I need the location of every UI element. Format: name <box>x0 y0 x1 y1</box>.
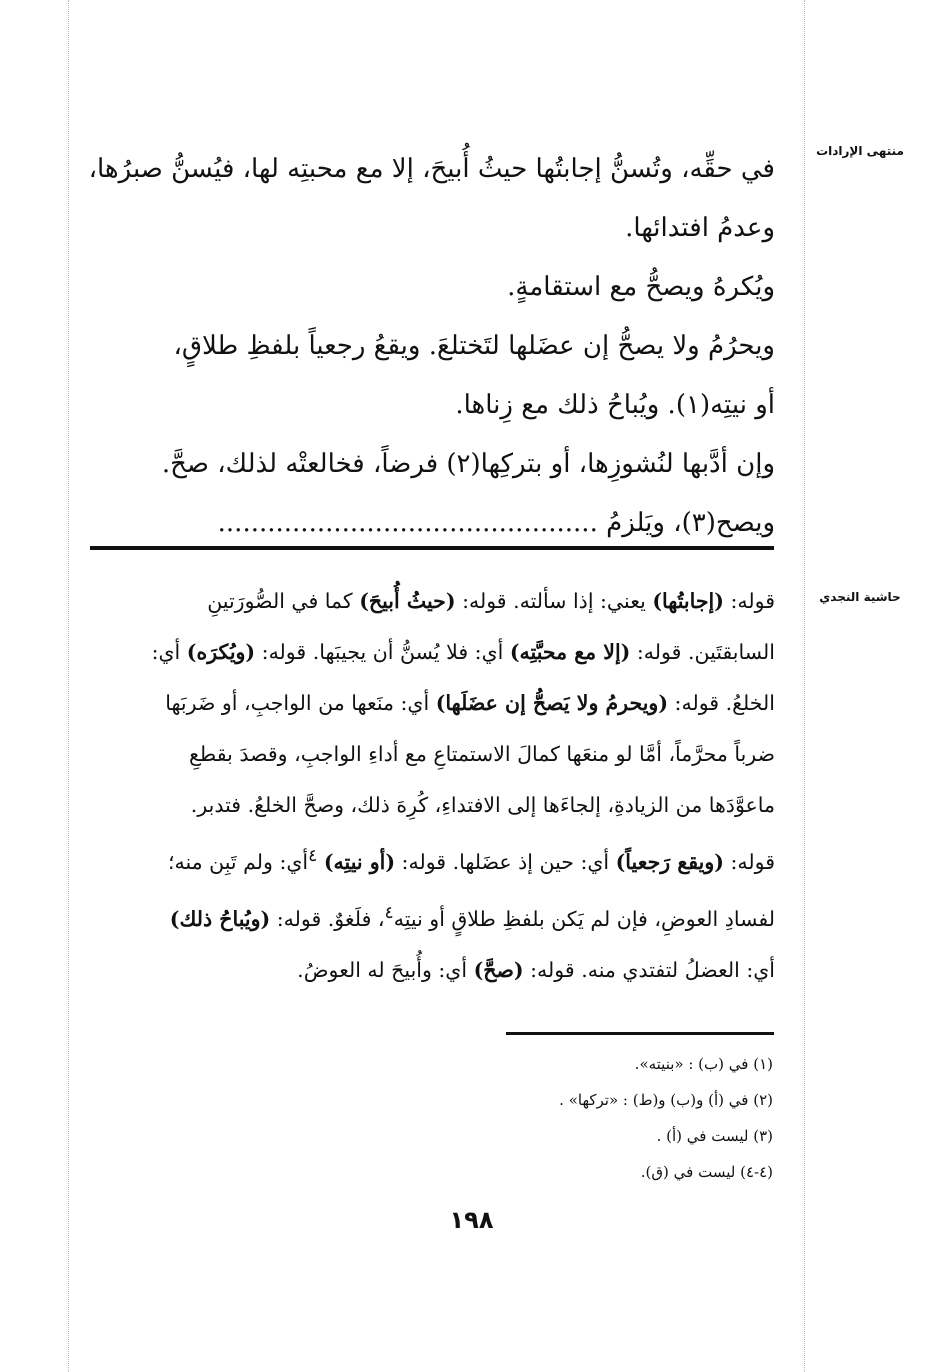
side-label-hashiya: حاشية النجدي <box>819 590 901 604</box>
footnote-divider <box>506 1032 774 1035</box>
hashiya-line: أي: العضلُ لتفتدي منه. قوله: (صحَّ) أي: وأُبيحَ له العوضُ. <box>297 957 775 982</box>
page-number: ١٩٨ <box>449 1206 494 1234</box>
hashiya-line: الخلعُ. قوله: (ويحرمُ ولا يَصحُّ إن عضَلَها) أي: منَعها من الواجبِ، أو ضَربَها <box>165 691 775 715</box>
matn-line: في حقِّه، وتُسنُّ إجابتُها حيثُ أُبيحَ، إلا مع محبتِه لها، فيُسنُّ صبرُها، <box>88 154 775 184</box>
hashiya-line: ماعوَّدَها من الزيادةِ، إلجاءَها إلى الافتداءِ، كُرِهَ ذلك، وصحَّ الخلعُ. فتدبر. <box>190 793 775 817</box>
matn-line: ويُكرهُ ويصحُّ مع استقامةٍ. <box>507 272 775 302</box>
side-label-matn: منتهى الإرادات <box>816 144 904 158</box>
section-divider <box>90 546 774 550</box>
hashiya-line: قوله: (إجابتُها) يعني: إذا سألته. قوله: (حيثُ أُبيحَ) كما في الصُّورَتينِ <box>207 589 775 613</box>
matn-line: وإن أدَّبها لنُشوزِها، أو بتركِها(٢) فرضاً، فخالعتْه لذلك، صحَّ. <box>161 449 775 479</box>
hashiya-line: قوله: (ويقع رَجعياً) أي: حين إذ عضَلها. قوله: (أو نيتِه) $^٤$أي: ولم تَبِن منه؛ <box>167 846 775 874</box>
matn-line: وعدمُ افتدائها. <box>625 213 775 243</box>
footnote: (٣) ليست في (أ) . <box>656 1127 773 1145</box>
margin-guide-left <box>68 0 69 1372</box>
footnote: (٤-٤) ليست في (ق). <box>640 1163 773 1181</box>
footnote: (١) في (ب) : «بنيته». <box>634 1055 773 1073</box>
hashiya-line: السابقتَين. قوله: (إلا مع محبَّتِه) أي: فلا يُسنُّ أن يجيبَها. قوله: (ويُكرَه) أي: <box>151 640 775 664</box>
footnote: (٢) في (أ) و(ب) و(ط) : «تركها» . <box>559 1091 773 1109</box>
hashiya-line: ضرباً محرَّماً، أمَّا لو منعَها كمالَ الاستمتاعِ مع أداءِ الواجبِ، وقصدَ بقطعِ <box>189 742 775 766</box>
matn-line: ويصح(٣)، ويَلزمُ <box>606 508 775 538</box>
matn-text <box>80 140 775 553</box>
footnotes <box>80 1046 775 1190</box>
hashiya-line: لفسادِ العوضِ، فإن لم يَكن بلفظِ طلاقٍ أو نيتِه$^٤$، فلَغوٌ. قوله: (ويُباحُ ذلك) <box>169 902 775 931</box>
matn-line-last <box>80 494 775 553</box>
matn-line: أو نيتِه(١). ويُباحُ ذلك مع زِناها. <box>455 390 775 420</box>
margin-guide-right <box>804 0 805 1372</box>
continuation-dots: .............................................. <box>217 508 598 538</box>
matn-line: ويحرُمُ ولا يصحُّ إن عضَلها لتَختلعَ. ويقعُ رجعياً بلفظِ طلاقٍ، <box>173 331 775 361</box>
hashiya-text <box>80 576 775 996</box>
